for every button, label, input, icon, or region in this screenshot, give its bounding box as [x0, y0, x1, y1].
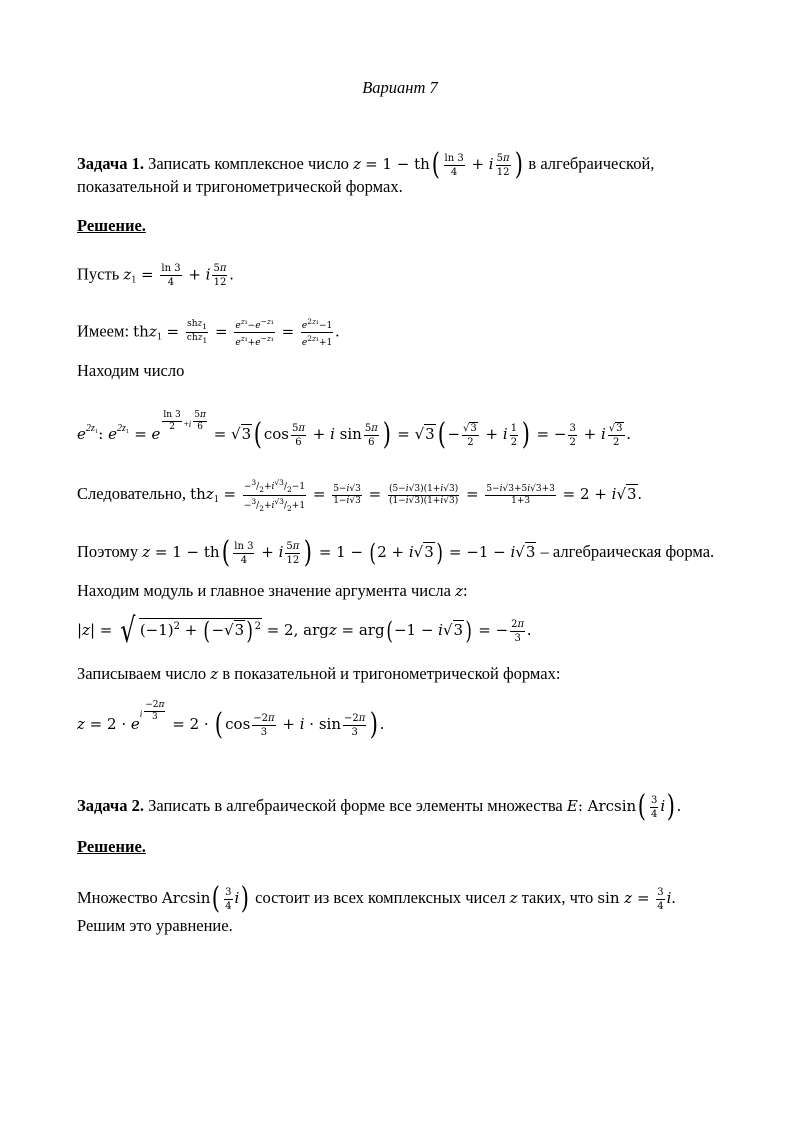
therefore-text: Поэтому	[77, 541, 139, 561]
task2-text-before: Записать в алгебраической форме все элементы множества	[148, 795, 563, 815]
modulus-text-line: Находим модуль и главное значение аргумента числа z:	[77, 581, 468, 600]
task2-label: Задача 2.	[77, 795, 144, 815]
e2z1-line: $e^{2z_1}$: $e^{2z_1} = e$ $\frac{\ln 3}{2}$ $^{+i}$ $\frac{5\pi}{6}$ = √3( cos $\frac{5\pi}{6}$ + i sin $\frac{5\pi}{6}$ ) = √3( − $\frac{√3}{2}$ + i $\frac{1}{2}$ ) = − $\frac{3}{2}$ + i $\frac{√3}{2}$ .	[77, 410, 631, 453]
such-that-text: таких, что	[521, 887, 594, 907]
task2-statement: Задача 2. Записать в алгебраической форме все элементы множества E: Arcsin( $\frac{3}{4}$ i) .	[77, 789, 681, 824]
task1-solution-label: Решение.	[77, 216, 146, 235]
task1-text-before: Записать комплексное число	[148, 153, 349, 173]
modulus-text: Находим модуль и главное значение аргумента числа	[77, 581, 451, 600]
consists-text: состоит из всех комплексных чисел	[255, 887, 506, 907]
set-text: Множество	[77, 887, 158, 907]
task2-set-line: Множество Arcsin( $\frac{3}{4}$ i) состоит из всех комплексных чисел z таких, что sin z = $\frac{3}{4}$ i.	[77, 881, 676, 916]
task1-statement: Задача 1. Записать комплексное число z = 1 − th( $\frac{\ln 3}{4}$ + i $\frac{5\pi}{12}$ ) в алгебраической,	[77, 147, 655, 182]
task1-text-line2: показательной и тригонометрической формах.	[77, 177, 403, 196]
let-text: Пусть	[77, 264, 120, 284]
write-forms-line: Записываем число z в показательной и тригонометрической формах:	[77, 664, 561, 683]
task1-text-after: в алгебраической,	[528, 153, 655, 173]
therefore-line: Поэтому z = 1 − th( $\frac{\ln 3}{4}$ + i $\frac{5\pi}{12}$ ) = 1 − (2 + i√3 ) = −1 − i√3 – алгебраическая форма.	[77, 535, 715, 570]
variant-title: Вариант 7	[362, 78, 438, 97]
write-forms-text: Записываем число	[77, 664, 207, 683]
task2-solution-label: Решение.	[77, 837, 146, 856]
find-number-text: Находим число	[77, 361, 185, 380]
have-text: Имеем:	[77, 321, 130, 341]
modulus-formula: |z| = √ $(-1)^2 + (-√3$ )$^2$ = 2, argz = arg(−1 − i√3 ) = − $\frac{2\pi}{3}$ .	[77, 611, 532, 651]
write-forms-text2: в показательной и тригонометрической формах:	[222, 664, 561, 683]
task1-formula: z	[353, 154, 361, 173]
th-z1-line: Имеем: thz$_1$ = $\frac{shz_1}{chz_1}$ = $\frac{e^{z_1}-e^{-z_1}}{e^{z_1}+e^{-z_1}}$ = $\frac{e^{2z_1}-1}{e^{2z_1}+1}$ .	[77, 317, 340, 348]
solve-text: Решим это уравнение.	[77, 916, 233, 935]
algebraic-form-text: – алгебраическая форма.	[540, 541, 715, 561]
task1-label: Задача 1.	[77, 153, 144, 173]
exp-trig-formula: $z = 2 \cdot e^i$ $\frac{-2\pi}{3}$ = 2 · ( cos $\frac{-2\pi}{3}$ + i · sin $\frac{-2\pi}{3}$ ) .	[77, 700, 385, 743]
consequently-text: Следовательно,	[77, 484, 186, 504]
let-z1-line: Пусть $z_1$ = $\frac{\ln 3}{4}$ + i $\frac{5\pi}{12}$ .	[77, 263, 234, 288]
consequently-line: Следовательно, thz$_1$ = $\frac{-^3/_2+i^{√3}/_2-1}{-^3/_2+i^{√3}/_2+1}$ = $\frac{5-i√3}{1-i√3}$ = $\frac{(5-i√3)(1+i√3)}{(1-i√3)(1+i√3)}$ = $\frac{5-i√3+5i√3+3}{1+3}$ = 2 + i√3.	[77, 478, 642, 513]
